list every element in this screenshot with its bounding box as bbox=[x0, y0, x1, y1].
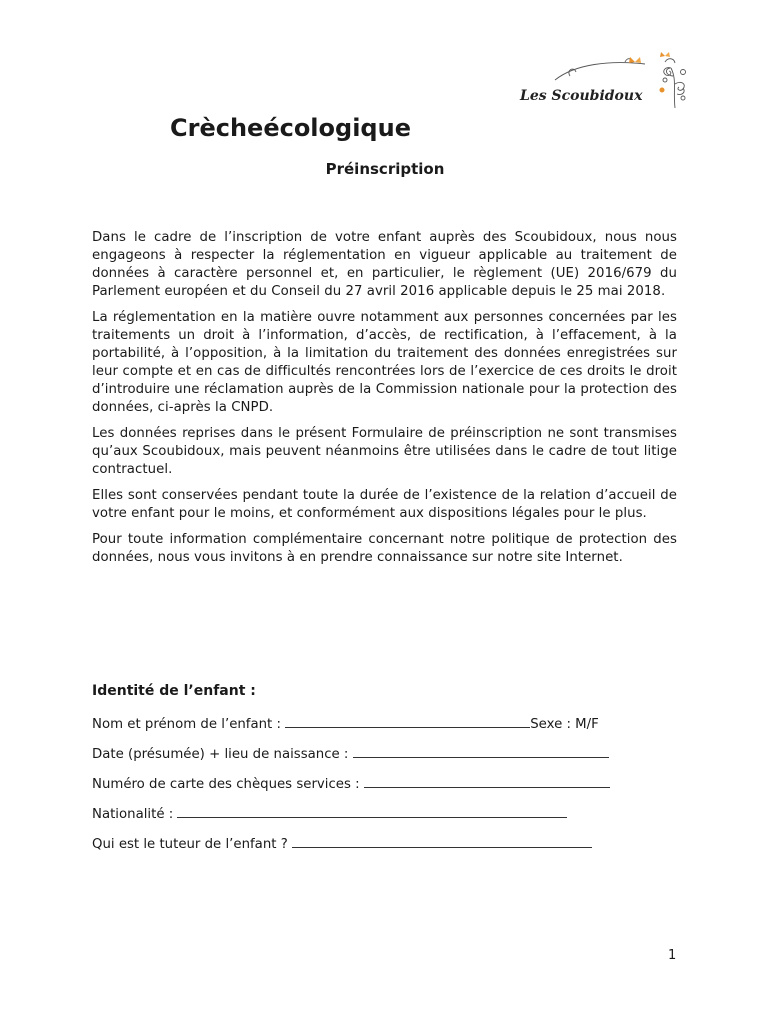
field-service-card bbox=[92, 775, 610, 794]
child-name-label: Nom et prénom de l’enfant : bbox=[92, 717, 281, 732]
body-text bbox=[92, 229, 677, 575]
field-tutor bbox=[92, 835, 592, 854]
logo-graphic bbox=[515, 50, 690, 118]
field-child-name bbox=[92, 715, 599, 734]
child-name-blank[interactable] bbox=[285, 715, 530, 728]
paragraph-intro: Dans le cadre de l’inscription de votre enfant auprès des Scoubidoux, nous nous engageons à respecter la réglementation en vigueur applicable au traitement de données à caractère personnel et, en particulier, le règlement (UE) 2016/679 du Parlement européen et du Conseil du 27 avril 2016 applicable depuis le 25 mai 2018. bbox=[92, 230, 677, 299]
logo-text: Les Scoubidoux bbox=[520, 88, 643, 104]
birth-label: Date (présumée) + lieu de naissance : bbox=[92, 747, 349, 762]
section-title-child-identity: Identité de l’enfant : bbox=[92, 683, 256, 699]
paragraph-rights: La réglementation en la matière ouvre notamment aux personnes concernées par les traitements un droit à l’information, d’accès, de rectification, à l’effacement, à la portabilité, à l’opposition, à la limitation du traitement des données enregistrées sur leur compte et en cas de difficultés rencontrées lors de l’exercice de ces droits le droit d’introduire une réclamation auprès de la Commission nationale pour la protection des données, ci-après la CNPD. bbox=[92, 310, 677, 415]
document-title: Crècheécologique bbox=[170, 114, 411, 142]
paragraph-transmission: Les données reprises dans le présent Formulaire de préinscription ne sont transmises qu’aux Scoubidoux, mais peuvent néanmoins être utilisées dans le cadre de tout litige contractuel. bbox=[92, 426, 677, 477]
tutor-label: Qui est le tuteur de l’enfant ? bbox=[92, 837, 288, 852]
paragraph-more-info: Pour toute information complémentaire concernant notre politique de protection des données, nous vous invitons à en prendre connaissance sur notre site Internet. bbox=[92, 532, 677, 565]
birth-blank[interactable] bbox=[353, 745, 609, 758]
service-card-label: Numéro de carte des chèques services : bbox=[92, 777, 360, 792]
document-subtitle: Préinscription bbox=[325, 160, 445, 178]
nationality-label: Nationalité : bbox=[92, 807, 174, 822]
sex-label: Sexe : M/F bbox=[530, 717, 599, 732]
field-birth bbox=[92, 745, 609, 764]
paragraph-retention: Elles sont conservées pendant toute la durée de l’existence de la relation d’accueil de votre enfant pour le moins, et conformément aux dispositions légales pour le plus. bbox=[92, 488, 677, 521]
page-number: 1 bbox=[668, 948, 677, 963]
field-nationality bbox=[92, 805, 567, 824]
nationality-blank[interactable] bbox=[177, 805, 567, 818]
service-card-blank[interactable] bbox=[364, 775, 610, 788]
tutor-blank[interactable] bbox=[292, 835, 592, 848]
